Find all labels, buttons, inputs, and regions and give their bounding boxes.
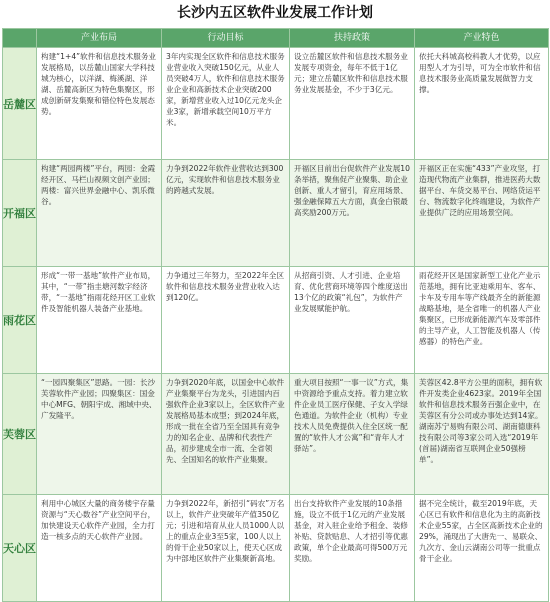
- header-policy: 扶持政策: [290, 29, 415, 48]
- feature-cell: 雨花经开区是国家新型工业化产业示范基地，拥有比亚迪乘用车、客车、卡车及专用车等产线最齐全的新能源战略基地，是全省唯一的机器人产业集聚区，已形成新能源汽车及零部件的主导产业，人工智能及机器人（传感器）的特色产业。: [419, 271, 541, 346]
- policy-cell: 重大项目按照“一事一议”方式，集中资源给予重点支持。着力建立软件企业员工医疗保健、子女入学绿色通道。为软件企业（机构）专业技术人员免费提供入住全区统一配置的“软件人才公寓”和“青年人才驿站”。: [294, 378, 409, 453]
- feature-cell: 依托大科城高校科教人才优势，以应用型人才为引导，可为全市软件和信息技术服务业高质量发展做智力支撑。: [419, 52, 541, 94]
- page-title: 长沙内五区软件业发展工作计划: [177, 5, 373, 21]
- plan-table: [2, 28, 549, 602]
- feature-cell: 据不完全统计，截至2019年底，天心区已有软件和信息化为主的高新技术企业55家，占全区高新技术企业的29%，涌现出了大唐先一、易联众、九次方、金山云湖南公司等一批重点骨干企业。: [419, 499, 543, 563]
- region-label: 开福区: [3, 160, 37, 267]
- table-row: [3, 267, 549, 374]
- header-goal: 行动目标: [162, 29, 290, 48]
- layout-cell: 形成“一带一基地”软件产业布局，其中，“一带”指圭塘河数字经济带，“一基地”指雨花经开区工业软件及智能机器人装备产业基地。: [41, 271, 156, 313]
- layout-cell: 构建“两园两楼”平台，两园：金霞经开区、马栏山视频文创产业园；两楼：富兴世界金融中心、凯乐微谷。: [41, 164, 156, 206]
- goal-cell: 力争到2022年软件业营收达到300亿元，实现软件和信息技术服务业的跨越式发展。: [166, 164, 284, 195]
- goal-cell: 3年内实现全区软件和信息技术服务业营业收入突破150亿元，从业人员突破4万人，软件和信息技术服务业企业和高新技术企业突破200家，新增营业收入过10亿元龙头企业3家，新增承载空间10万平方米。: [166, 52, 285, 127]
- feature-cell: 芙蓉区42.8平方公里的面积，拥有软件开发类企业4623家。2019年全国软件和信息技术服务百强企业中，在芙蓉区有分公司或办事处达到14家。湖南苏宁易购有限公司、湖南德康科技有限公司等3家公司入选“2019年(首届)湖南省互联网企业50强榜单”。: [419, 378, 543, 464]
- feature-cell: 开福区正在实施“433”产业攻坚，打造现代物流产业集群，推进医药大数据平台、车货交易平台、网络货运平台、物流数字化终端建设，为软件产业提供广泛的应用场景空间。: [419, 164, 541, 217]
- policy-cell: 从招商引资、人才引进、企业培育、优化营商环境等四个维度送出13个亿的政策“礼包”，为软件产业发展赋能护航。: [294, 271, 408, 313]
- layout-cell: 构建“1+4”软件和信息技术服务业发展格局，以岳麓山国家大学科技城为核心，以洋湖、梅溪湖、洋湖、岳麓高新区为特色集聚区，形成创新研发集聚和错位特色发展态势。: [41, 52, 157, 116]
- table-row: [3, 374, 549, 495]
- table-row: [3, 160, 549, 267]
- layout-cell: “一园四聚集区”思路。一园：长沙芙蓉软件产业园；四聚集区：国金中心MFG、朝阳宇成、湘域中央、广发隆平。: [41, 378, 157, 420]
- policy-cell: 开福区目前出台促软件产业发展10条举措，聚焦促产业聚集、助企业创新、重人才留引，育应用场景、强金融保障五大方面，真金白银最高奖励200万元。: [294, 164, 410, 217]
- table-header-row: [3, 29, 549, 48]
- region-label: 芙蓉区: [3, 374, 37, 495]
- header-feature: 产业特色: [415, 29, 549, 48]
- region-label: 岳麓区: [3, 48, 37, 160]
- layout-cell: 利用中心城区大量的商务楼宇存量资源与“天心数谷”产业空间平台，加快建设天心软件产业园，全力打造一核多点的天心软件产业园。: [41, 499, 156, 541]
- table-row: [3, 48, 549, 160]
- region-label: 天心区: [3, 495, 37, 602]
- table-row: [3, 495, 549, 602]
- header-region: [3, 29, 37, 48]
- goal-cell: 力争通过三年努力，至2022年全区软件和信息技术服务业营业收入达到120亿。: [166, 271, 285, 302]
- header-layout: 产业布局: [37, 29, 162, 48]
- policy-cell: 出台支持软件产业发展的10条措施，设立不低于1亿元的产业发展基金，对入驻企业给予租金、装修补贴、贷款贴息、人才招引等优惠政策，单个企业最高可得500万元奖励。: [294, 499, 408, 563]
- region-label: 雨花区: [3, 267, 37, 374]
- goal-cell: 力争到2022年，新招引“码农”万名以上，软件产业突破年产值350亿元；引进和培育从业人员1000人以上的重点企业3至5家，100人以上的骨干企业50家以上，使天心区成为中部地区软件产业集聚新高地。: [166, 499, 285, 563]
- policy-cell: 设立岳麓区软件和信息技术服务业发展专项资金，每年不低于1亿元；建立岳麓区软件和信息技术服务业发展基金，不少于3亿元。: [294, 52, 408, 94]
- goal-cell: 力争到2020年底，以国金中心软件产业集聚平台为龙头，引进国内百强软件企业3家以上，全区软件产业发展格局基本成型；到2024年底，形成一批在全省乃至全国具有竞争力的知名企业、品牌和代表性产品，初步建成全市一流、全省领先、全国知名的软件产业集聚。: [166, 378, 285, 464]
